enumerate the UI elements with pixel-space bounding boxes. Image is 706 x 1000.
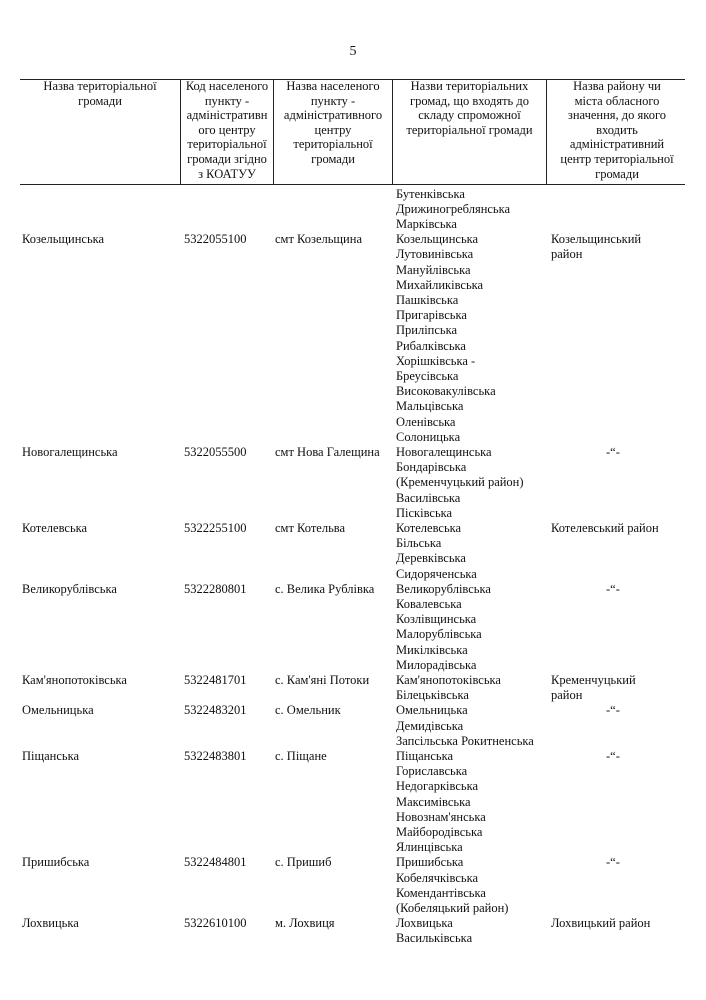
admin-center: с. Кам'яні Потоки [275,672,370,687]
community-name: Козельщинська [22,232,105,247]
header-line: громади згідно [187,151,267,166]
header-line: адміністративн [186,108,268,123]
member-community: Ялинцівська [396,840,463,855]
header-line: Назва територіальної [43,79,157,93]
community-name: Лохвицька [22,916,79,931]
header-line: ого центру [198,122,256,137]
member-community: Кам'янопотоківська [396,672,501,687]
header-line: пункту - [310,93,356,108]
member-community: Хорішківська - [396,353,476,368]
member-community: Високовакулівська [396,384,496,399]
district-name: -“- [606,703,620,718]
community-name: Омельницька [22,703,94,718]
header-line: громад, що входять до [410,93,529,108]
admin-center: с. Піщане [275,748,327,763]
admin-center: м. Лохвиця [275,916,335,931]
header-line: адміністративний [569,137,665,152]
member-community: Новогалещинська [396,444,492,459]
member-community: Більська [396,536,442,551]
member-community: Мальцівська [396,399,464,414]
member-community: Великорублівська [396,581,491,596]
member-community: Пригарівська [396,308,467,323]
header-col-center [274,79,392,182]
header-col-code [181,79,273,182]
header-line: центру [314,122,352,137]
member-community: Бутенківська [396,186,465,201]
header-line: з КОАТУУ [198,166,256,181]
member-community: Ковалевська [396,596,462,611]
member-community: Омельницька [396,703,468,718]
header-col-district [547,79,687,182]
header-col-community [22,79,178,182]
member-community: Бондарівська [396,460,467,475]
member-community: Рибалківська [396,338,466,353]
member-community: Лохвицька [396,916,453,931]
member-community: Микілківська [396,642,468,657]
member-community: Козельщинська [396,232,479,247]
community-name: Піщанська [22,748,80,763]
member-community: Оленівська [396,414,456,429]
member-community: Деревківська [396,551,466,566]
district-name: район [551,247,583,262]
header-line: Назва населеного [286,79,380,93]
header-line: складу спроможної [418,108,521,123]
district-name: -“- [606,855,620,870]
member-community: Мануйлівська [396,262,471,277]
member-community: Недогарківська [396,779,479,794]
member-community: Милорадівська [396,657,477,672]
member-community: Пісківська [396,505,453,520]
district-name: Котелевський район [551,520,659,535]
header-line: міста обласного [574,93,660,108]
member-community: Запсільська Рокитненська [396,733,534,748]
district-name: -“- [606,444,620,459]
district-name: Козельщинський [551,232,642,247]
header-line: громади [595,166,639,181]
admin-center: с. Велика Рублівка [275,581,375,596]
admin-center: смт Нова Галещина [275,444,380,459]
header-line: пункту - [204,93,250,108]
district-name: -“- [606,581,620,596]
district-name: Кременчуцький [551,672,636,687]
member-community: Приліпська [396,323,458,338]
header-line: територіальної [187,137,267,152]
community-name: Великорублівська [22,581,117,596]
member-community: Бреусівська [396,368,459,383]
page-number: 5 [349,44,357,59]
member-community: Пришибська [396,855,464,870]
member-community: Кобелячківська [396,870,479,885]
header-line: громади [78,93,122,108]
koatuu-code: 5322483201 [184,703,247,718]
header-line: територіальної громади [406,122,533,137]
member-community: Лутовинівська [396,247,474,262]
member-community: Новознам'янська [396,809,486,824]
member-community: Майбородівська [396,824,483,839]
koatuu-code: 5322484801 [184,855,247,870]
member-community: Дрижиногреблянська [396,201,511,216]
admin-center: смт Козельщина [275,232,362,247]
koatuu-code: 5322055500 [184,444,247,459]
member-community: Солоницька [396,429,461,444]
header-bottom-border [20,184,685,185]
header-line: адміністративного [283,108,383,123]
member-community: Михайликівська [396,277,484,292]
member-community: Василівська [396,490,461,505]
district-name: Лохвицький район [551,916,651,931]
koatuu-code: 5322255100 [184,520,247,535]
member-community: Білецьківська [396,688,469,703]
header-line: центр територіальної [560,151,674,166]
header-line: територіальної [293,137,373,152]
member-community: Васильківська [396,931,473,946]
member-community: Сидоряченська [396,566,477,581]
header-col-members [393,79,546,182]
koatuu-code: 5322610100 [184,916,247,931]
admin-center: с. Пришиб [275,855,332,870]
member-community: Піщанська [396,748,454,763]
header-line: Код населеного [185,79,269,93]
header-line: Назва району чи [573,79,661,93]
member-community: Пашківська [396,292,459,307]
member-community: Комендантівська [396,885,486,900]
admin-center: смт Котельва [275,520,346,535]
member-community: Котелевська [396,520,462,535]
member-community: Максимівська [396,794,471,809]
district-name: -“- [606,748,620,763]
koatuu-code: 5322280801 [184,581,247,596]
header-line: громади [311,151,355,166]
community-name: Кам'янопотоківська [22,672,127,687]
district-name: район [551,688,583,703]
koatuu-code: 5322483801 [184,748,247,763]
community-name: Пришибська [22,855,90,870]
admin-center: с. Омельник [275,703,341,718]
member-community: Марківська [396,216,457,231]
community-name: Котелевська [22,520,88,535]
koatuu-code: 5322055100 [184,232,247,247]
member-community: Козлівщинська [396,612,477,627]
member-community: Демидівська [396,718,464,733]
community-name: Новогалещинська [22,444,118,459]
header-line: Назви територіальних [410,79,529,93]
member-community: (Кобеляцький район) [396,900,509,915]
member-community: Гориславська [396,764,468,779]
header-line: значення, до якого [567,108,667,123]
koatuu-code: 5322481701 [184,672,247,687]
member-community: Малорублівська [396,627,482,642]
header-line: входить [596,122,638,137]
member-community: (Кременчуцький район) [396,475,524,490]
